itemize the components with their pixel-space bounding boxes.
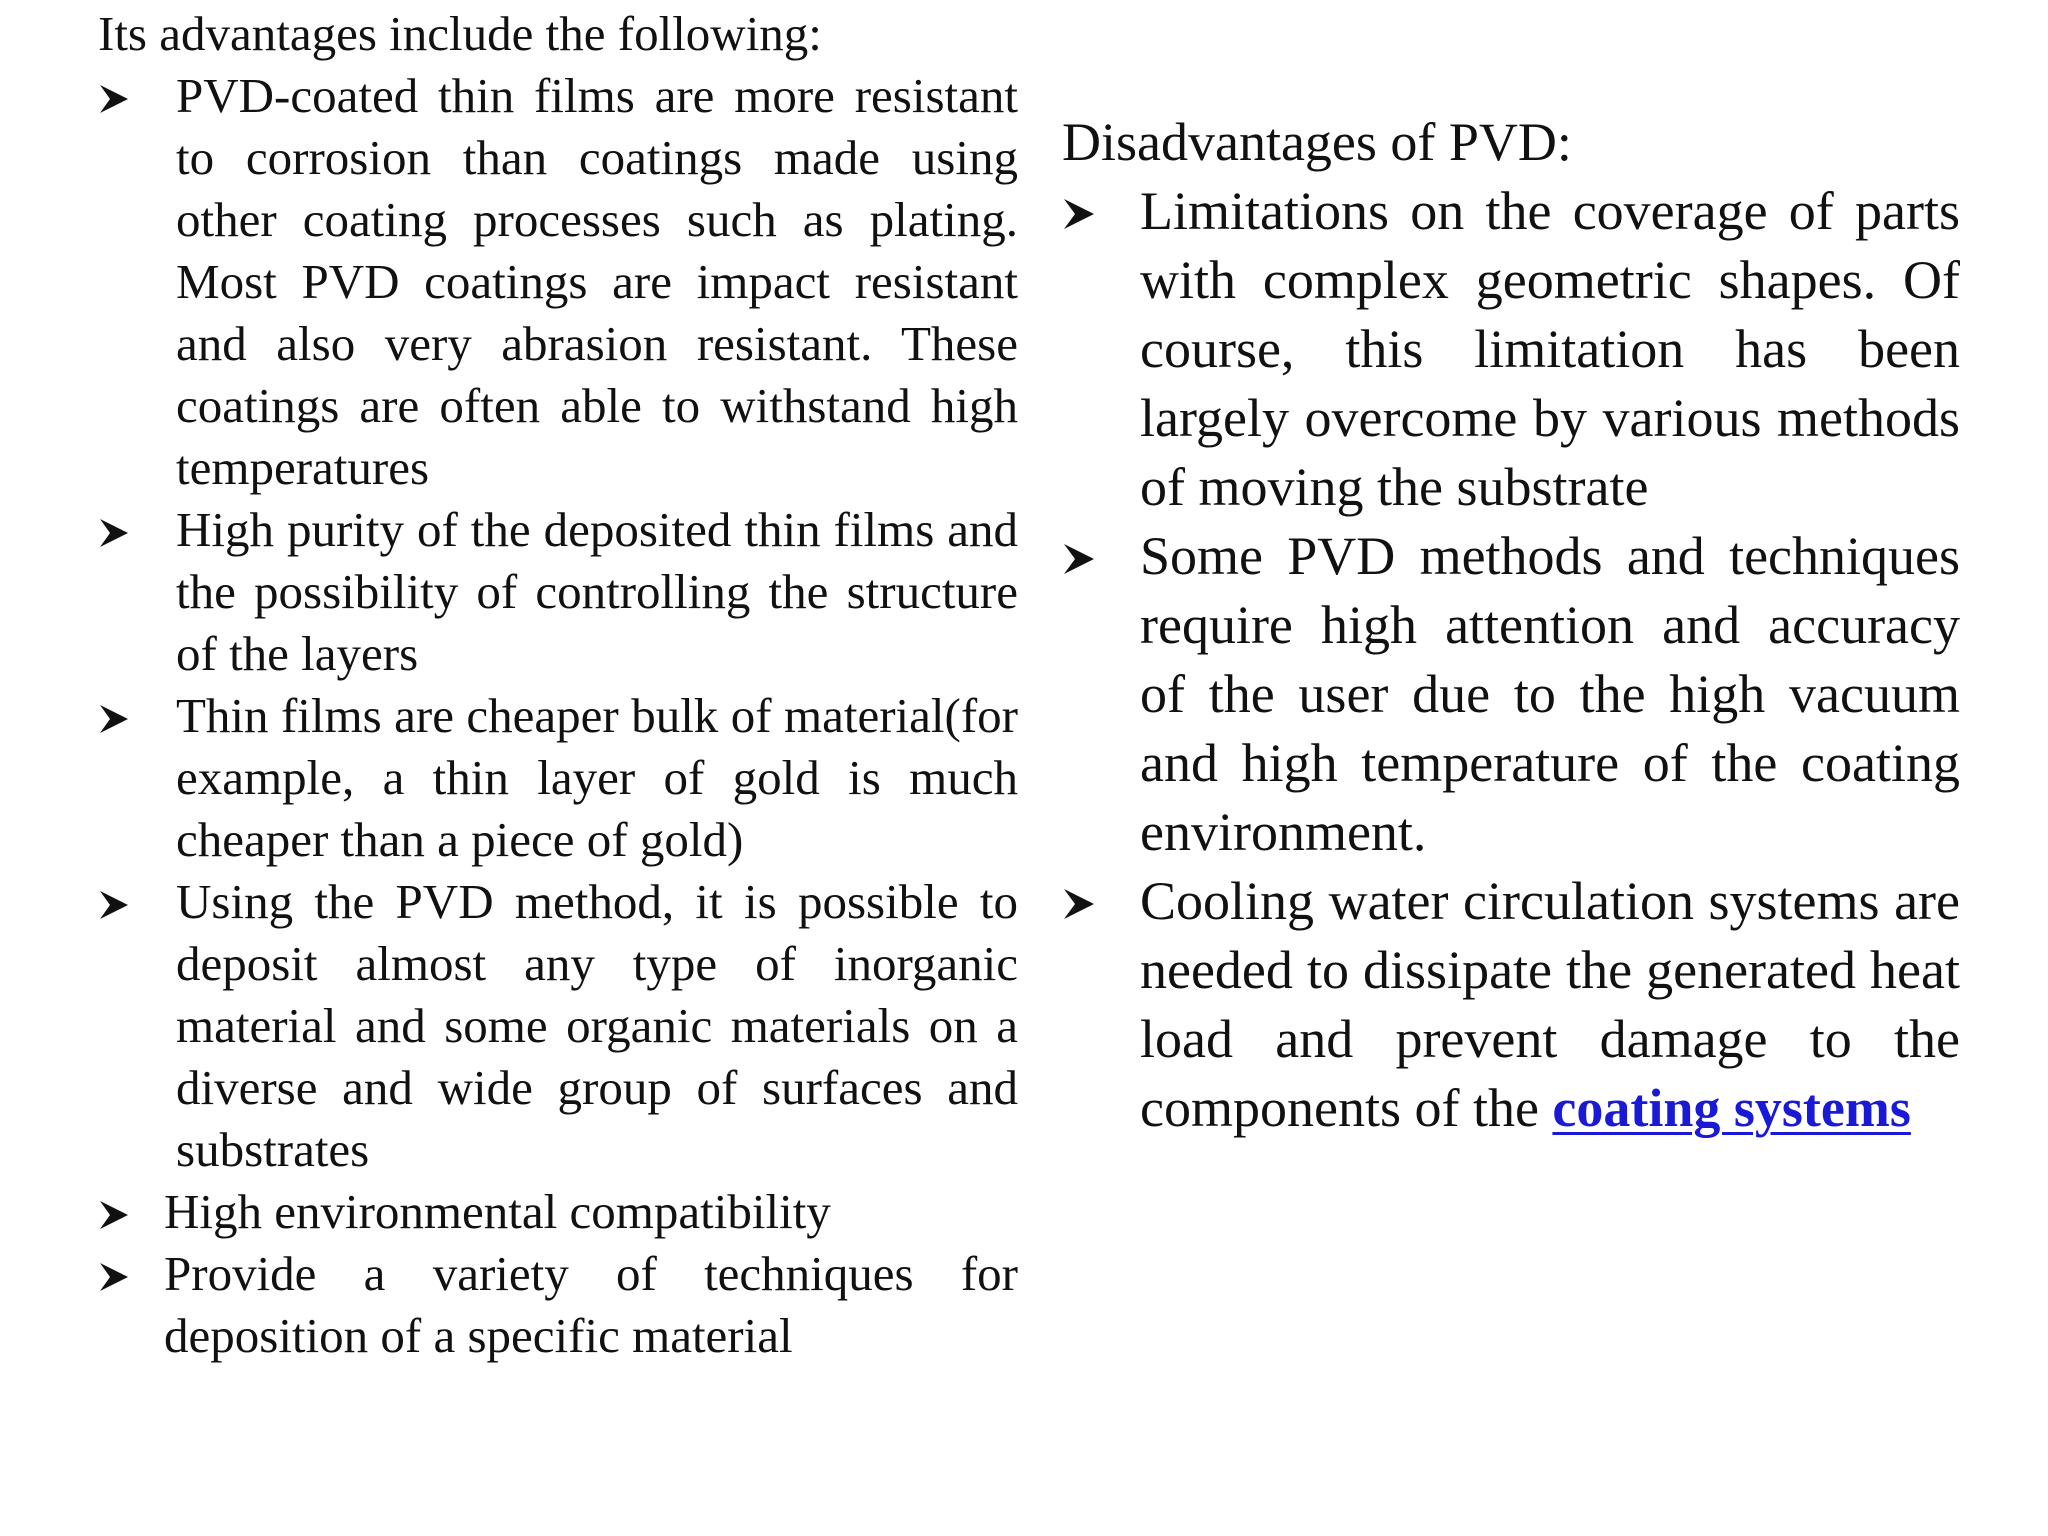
list-item (98, 65, 1018, 499)
list-item-text: High purity of the deposited thin films and the possibility of controlling the structure of the layers (176, 502, 1018, 681)
list-item-text: Provide a variety of techniques for deposition of a specific material (164, 1246, 1018, 1363)
arrowhead-bullet-icon (98, 1243, 138, 1305)
list-item (98, 1181, 1018, 1243)
list-item-text: Limitations on the coverage of parts with complex geometric shapes. Of course, this limitation has been largely overcome by various methods of moving the substrate (1140, 181, 1960, 517)
list-item (98, 1243, 1018, 1367)
arrowhead-bullet-icon (98, 685, 138, 747)
arrowhead-bullet-icon (98, 1181, 138, 1243)
list-item (1062, 522, 1960, 867)
list-item (1062, 177, 1960, 522)
list-item (98, 685, 1018, 871)
disadvantages-list (1062, 177, 1960, 1143)
list-item-text: High environmental compatibility (164, 1184, 831, 1239)
arrowhead-bullet-icon (98, 65, 138, 127)
list-item-text: Cooling water circulation systems are needed to dissipate the generated heat load and prevent damage to the components of the (1140, 871, 1960, 1138)
advantages-heading: Its advantages include the following: (98, 6, 822, 61)
list-item-text: Using the PVD method, it is possible to deposit almost any type of inorganic material and some organic materials on a diverse and wide group of surfaces and substrates (176, 874, 1018, 1177)
list-item (98, 871, 1018, 1181)
arrowhead-bullet-icon (98, 499, 138, 561)
arrowhead-bullet-icon (1062, 522, 1102, 591)
list-item (98, 499, 1018, 685)
arrowhead-bullet-icon (1062, 177, 1102, 246)
disadvantages-heading: Disadvantages of PVD: (1062, 112, 1572, 172)
list-item-text: Thin films are cheaper bulk of material(for example, a thin layer of gold is much cheaper than a piece of gold) (176, 688, 1018, 867)
advantages-list (98, 65, 1018, 1367)
list-item-text: Some PVD methods and techniques require high attention and accuracy of the user due to the high vacuum and high temperature of the coating environment. (1140, 526, 1960, 862)
advantages-section (98, 0, 1018, 1367)
list-item-text: PVD-coated thin films are more resistant to corrosion than coatings made using other coating processes such as plating. Most PVD coatings are impact resistant and also very abrasion resistant. These coatings are often able to withstand high temperatures (176, 68, 1018, 495)
disadvantages-section (1062, 108, 1960, 1143)
arrowhead-bullet-icon (1062, 867, 1102, 936)
arrowhead-bullet-icon (98, 871, 138, 933)
list-item (1062, 867, 1960, 1143)
coating-systems-link[interactable]: coating systems (1552, 1078, 1911, 1138)
